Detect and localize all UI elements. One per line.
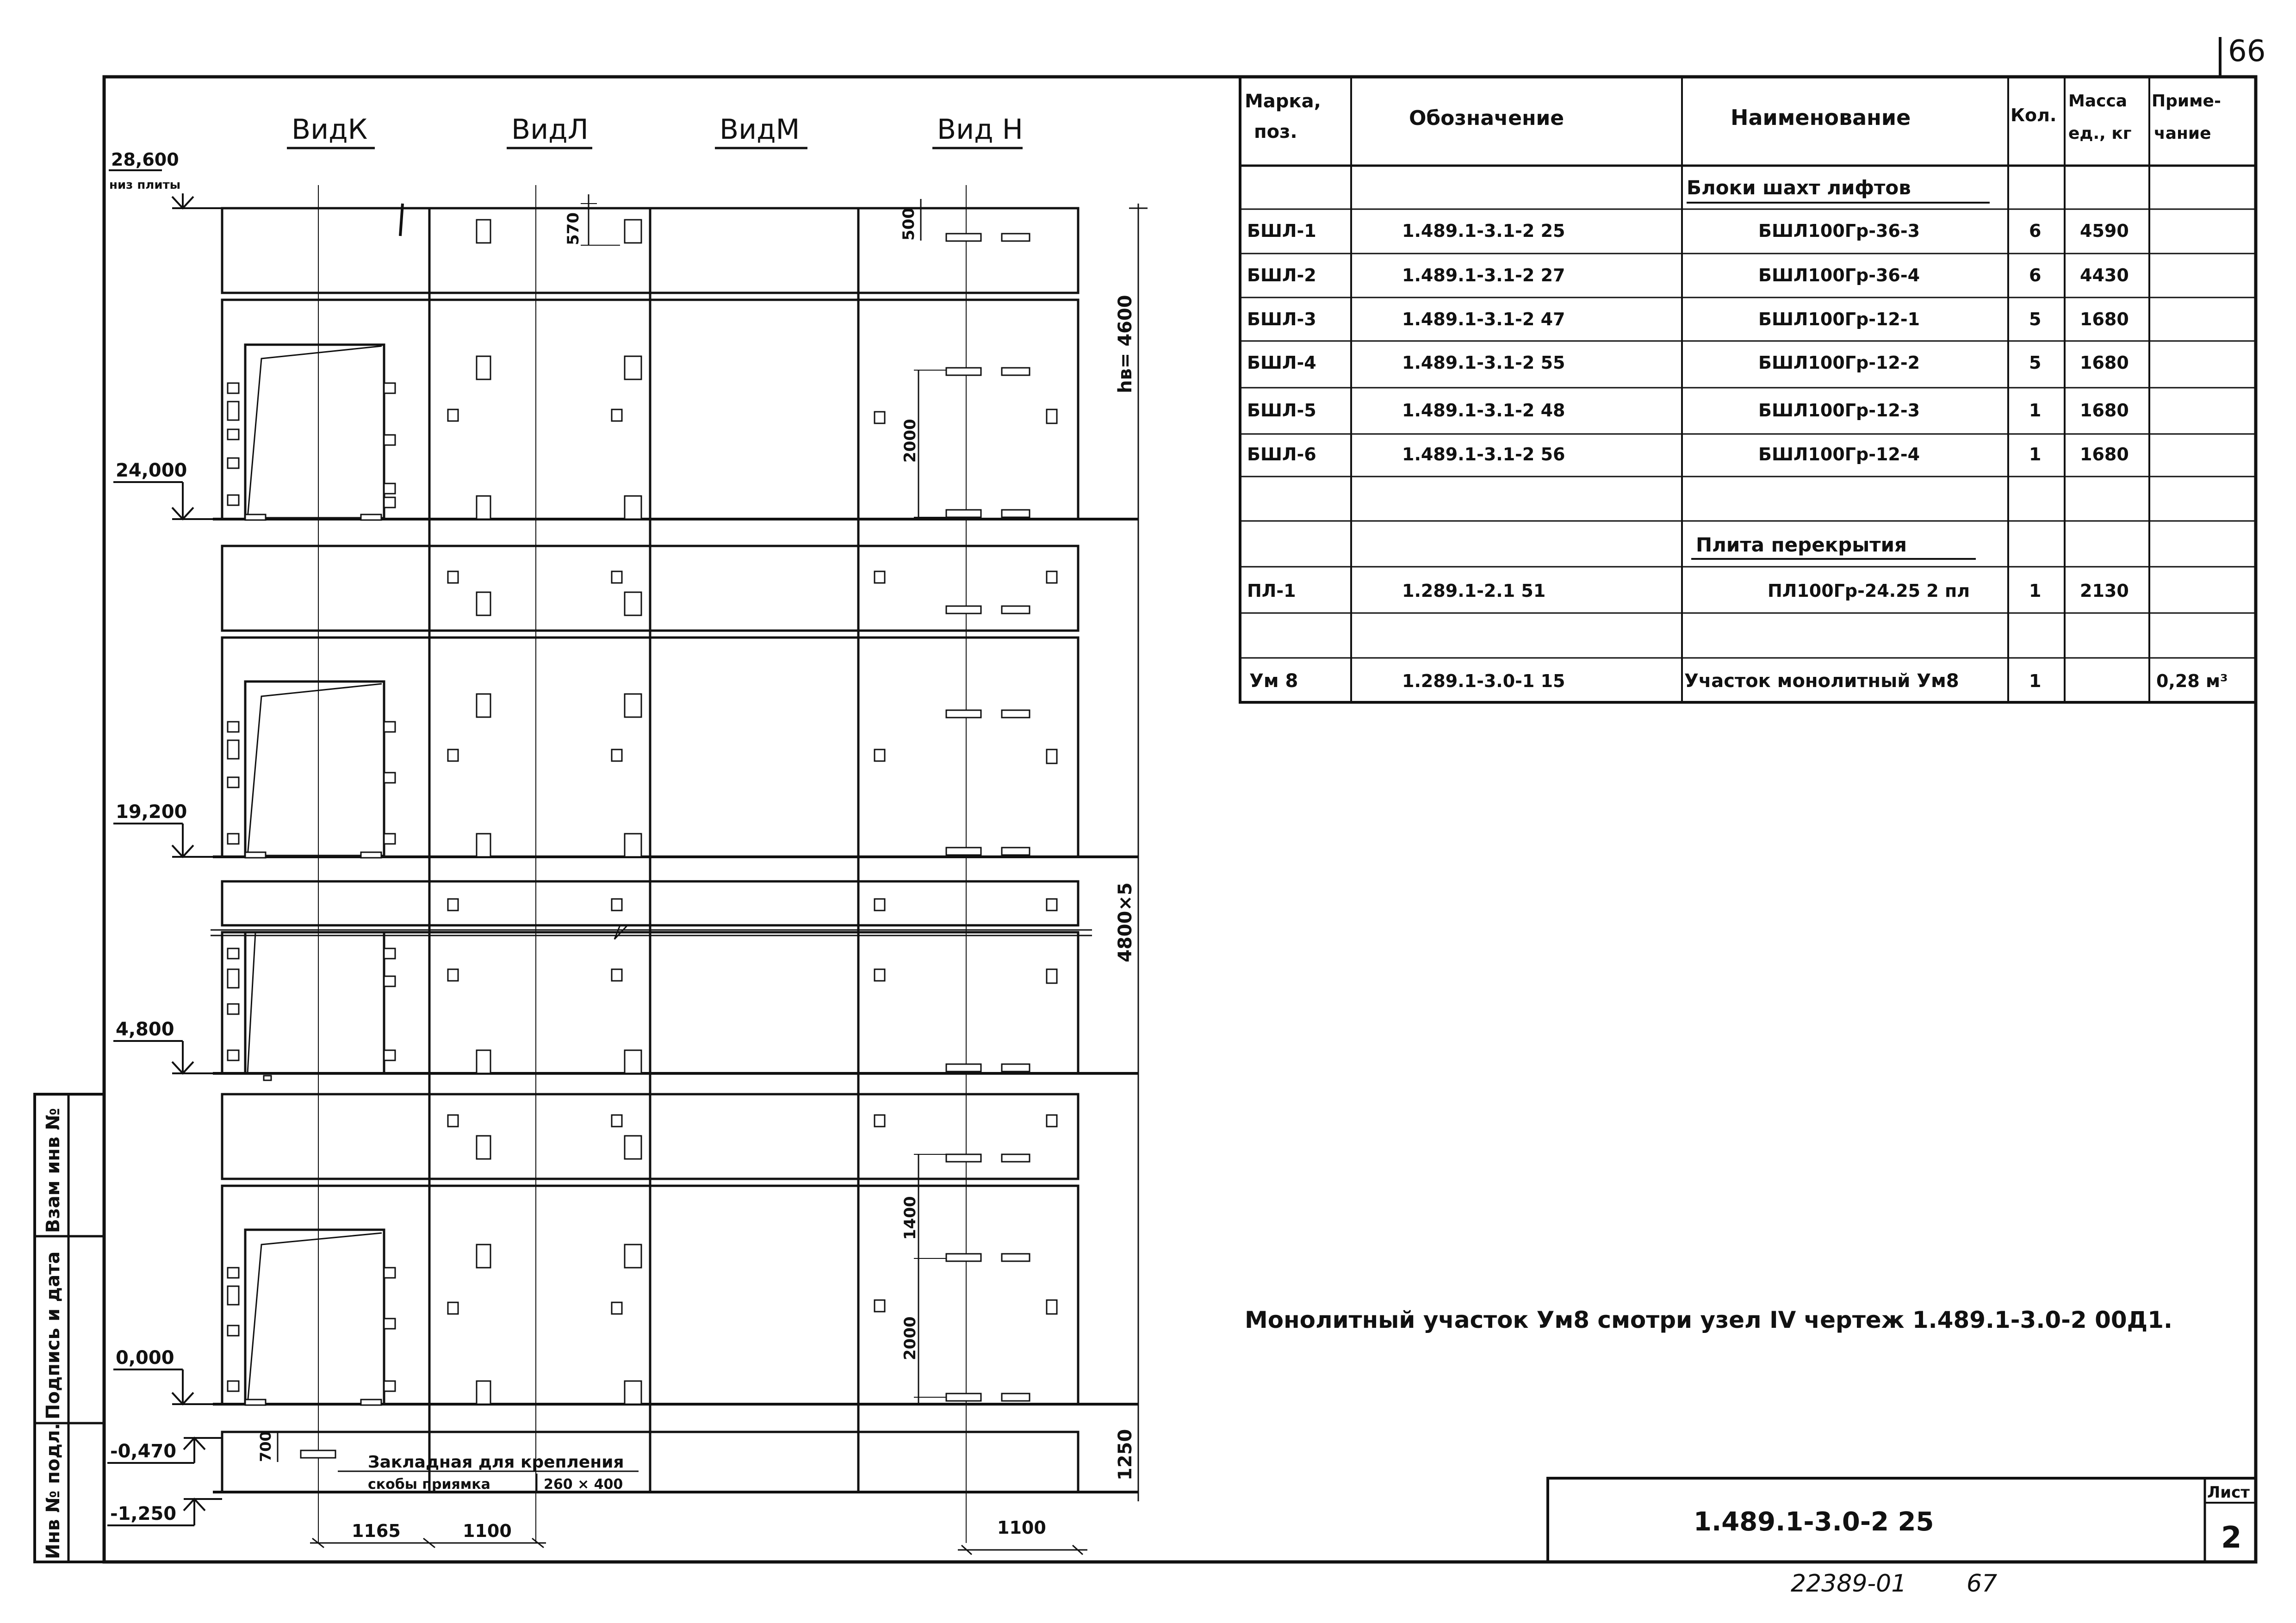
embedded-note-line2b: 260 × 400 (544, 1476, 623, 1493)
elevation-19200 (113, 801, 222, 857)
elevation-0000 (113, 1347, 222, 1404)
row3-mass: 1680 (2080, 309, 2129, 329)
svg-text:28,600: 28,600 (111, 149, 179, 170)
dim-hb-4600: hв= 4600 (1115, 295, 1136, 393)
row11-qty: 1 (2029, 671, 2042, 691)
embedded-note (338, 1453, 639, 1493)
row4-qty: 5 (2029, 353, 2042, 373)
row1-name: БШЛ100Гр-36-3 (1758, 221, 1920, 241)
elevation-minus-0470 (107, 1438, 222, 1463)
row11-mark: Ум 8 (1249, 670, 1298, 692)
elevation-drawing (211, 185, 1148, 1555)
dim-1100-right: 1100 (997, 1518, 1046, 1538)
svg-text:24,000: 24,000 (116, 460, 187, 481)
view-title-k: ВидК (292, 113, 368, 146)
elevation-24000 (113, 460, 222, 519)
embedded-note-line1: Закладная для крепления (368, 1453, 624, 1472)
row5-qty: 1 (2029, 400, 2042, 421)
section-heading-slab: Плита перекрытия (1696, 533, 1907, 556)
row6-mass: 1680 (2080, 444, 2129, 465)
elevation-minus-1250 (107, 1499, 222, 1525)
title-block (1548, 1478, 2256, 1562)
title-code: 1.489.1-3.0-2 25 (1694, 1507, 1934, 1537)
view-title-n: Вид Н (937, 113, 1023, 146)
dim-2000-lower: 2000 (901, 1316, 919, 1360)
row9-mark: ПЛ-1 (1247, 581, 1296, 601)
row9-name: ПЛ100Гр-24.25 2 пл (1768, 581, 1970, 601)
sheet-label: Лист (2207, 1483, 2250, 1502)
dim-500: 500 (900, 208, 918, 241)
row6-name: БШЛ100Гр-12-4 (1758, 444, 1920, 465)
row11-code: 1.289.1-3.0-1 15 (1402, 671, 1565, 691)
row3-code: 1.489.1-3.1-2 47 (1402, 309, 1565, 329)
row5-name: БШЛ100Гр-12-3 (1758, 400, 1920, 421)
door-frame-4 (245, 1230, 384, 1404)
elevation-marks (107, 149, 222, 1525)
row4-mass: 1680 (2080, 353, 2129, 373)
row1-mass: 4590 (2080, 221, 2129, 241)
th-code: Обозначение (1409, 106, 1564, 130)
bottom-number: 22389-01 (1791, 1570, 1907, 1598)
dim-1400: 1400 (901, 1196, 919, 1240)
th-mark-2: поз. (1254, 121, 1297, 142)
row1-mark: БШЛ-1 (1247, 221, 1316, 241)
embedded-note-line2a: скобы приямка (368, 1476, 490, 1493)
row4-code: 1.489.1-3.1-2 55 (1402, 353, 1565, 373)
row6-mark: БШЛ-6 (1247, 444, 1316, 465)
stamp-vzam-inv: Взам инв № (43, 1108, 64, 1233)
svg-text:-1,250: -1,250 (110, 1503, 177, 1524)
elevation-4800 (113, 1019, 222, 1073)
row1-code: 1.489.1-3.1-2 25 (1402, 221, 1565, 241)
th-qty: Кол. (2011, 105, 2057, 125)
svg-text:-0,470: -0,470 (110, 1441, 177, 1462)
th-note-1: Приме- (2152, 92, 2221, 111)
svg-text:4,800: 4,800 (116, 1019, 174, 1040)
page-number: 66 (2228, 34, 2266, 68)
row11-name: Участок монолитный Ум8 (1684, 670, 1959, 692)
th-note-2: чание (2154, 124, 2211, 143)
th-mark: Марка, (1245, 91, 1321, 112)
row4-mark: БШЛ-4 (1247, 353, 1316, 373)
section-heading-blocks: Блоки шахт лифтов (1687, 176, 1911, 199)
spec-table (1240, 77, 2256, 702)
door-frame-2 (245, 681, 384, 856)
stamp-podpis-data: Подпись и дата (43, 1251, 64, 1419)
row4-name: БШЛ100Гр-12-2 (1758, 353, 1920, 373)
row6-qty: 1 (2029, 444, 2042, 465)
monolith-note: Монолитный участок Ум8 смотри узел IV чертеж 1.489.1-3.0-2 00Д1. (1245, 1307, 2172, 1333)
row2-name: БШЛ100Гр-36-4 (1758, 265, 1920, 285)
row9-mass: 2130 (2080, 581, 2129, 601)
svg-text:низ плиты: низ плиты (109, 178, 181, 192)
dim-1100-left: 1100 (463, 1521, 512, 1541)
door-frame-1 (245, 345, 384, 518)
stamp-inv-podl: Инв № подл. (43, 1423, 64, 1559)
dim-4800x5: 4800×5 (1115, 882, 1136, 962)
row2-code: 1.489.1-3.1-2 27 (1402, 265, 1565, 285)
svg-text:19,200: 19,200 (116, 801, 187, 823)
elevation-28600 (109, 149, 222, 208)
row1-qty: 6 (2029, 221, 2042, 241)
row2-mark: БШЛ-2 (1247, 265, 1316, 285)
row6-code: 1.489.1-3.1-2 56 (1402, 444, 1565, 465)
row9-qty: 1 (2029, 581, 2042, 601)
dim-570: 570 (564, 212, 583, 245)
row11-note: 0,28 м³ (2156, 671, 2228, 691)
dim-700: 700 (257, 1431, 274, 1462)
row3-qty: 5 (2029, 309, 2042, 329)
dim-2000-upper: 2000 (901, 419, 919, 463)
dim-1250: 1250 (1115, 1429, 1136, 1481)
th-mass-2: ед., кг (2068, 124, 2132, 143)
sheet-number: 2 (2221, 1521, 2242, 1555)
left-stamp (35, 1094, 104, 1562)
row2-mass: 4430 (2080, 265, 2129, 285)
dim-1165: 1165 (352, 1521, 401, 1541)
embedded-plates (228, 220, 1057, 1458)
door-frame-3 (245, 932, 384, 1073)
row3-name: БШЛ100Гр-12-1 (1758, 309, 1920, 329)
th-name: Наименование (1731, 105, 1911, 130)
row5-mass: 1680 (2080, 400, 2129, 421)
row3-mark: БШЛ-3 (1247, 309, 1316, 329)
th-mass-1: Масса (2068, 92, 2128, 111)
svg-text:0,000: 0,000 (116, 1347, 174, 1369)
row9-code: 1.289.1-2.1 51 (1402, 581, 1546, 601)
view-titles (287, 113, 1023, 148)
bottom-page: 67 (1967, 1570, 1998, 1598)
row5-code: 1.489.1-3.1-2 48 (1402, 400, 1565, 421)
row2-qty: 6 (2029, 265, 2042, 285)
view-title-l: ВидЛ (511, 113, 589, 146)
row5-mark: БШЛ-5 (1247, 400, 1316, 421)
view-title-m: ВидМ (720, 113, 800, 146)
